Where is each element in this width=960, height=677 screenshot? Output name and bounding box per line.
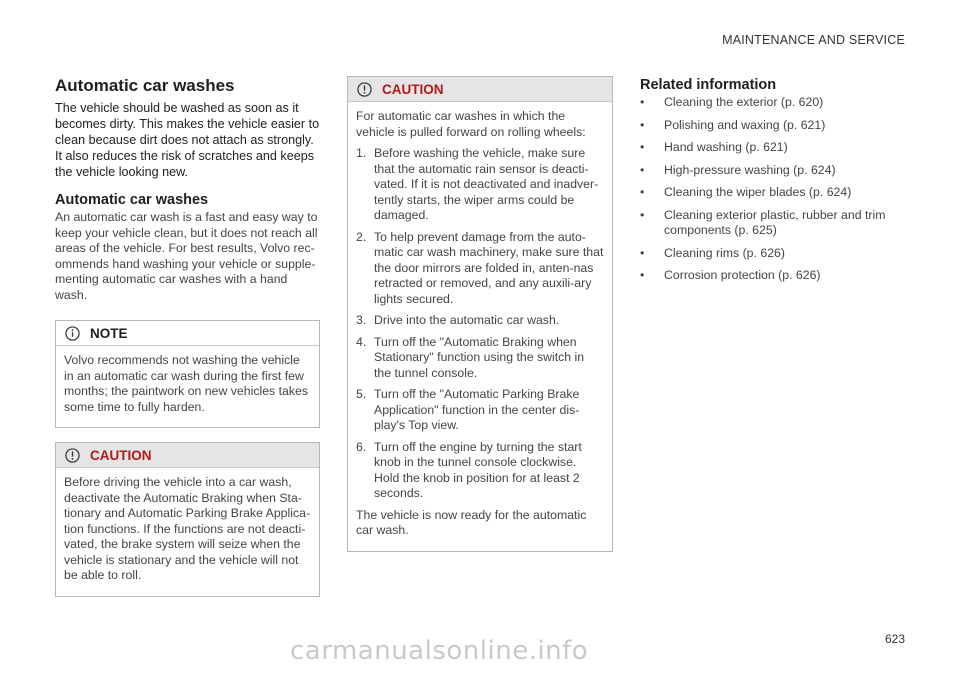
step-number: 4. bbox=[356, 334, 367, 349]
step-item bbox=[356, 146, 604, 224]
step-item bbox=[356, 387, 604, 434]
step-text: Turn off the "Automatic Braking when Stationary" function using the switch in the tunnel console. bbox=[374, 334, 585, 380]
bullet: • bbox=[640, 207, 645, 222]
exclamation-circle-icon bbox=[356, 81, 372, 97]
step-text: To help prevent damage from the auto-matic car wash machinery, make sure that the door mirrors are folded in, anten-nas retracted or removed, and any auxili-ary lights secured. bbox=[374, 229, 604, 306]
related-link-text[interactable]: Cleaning the exterior (p. 620) bbox=[664, 95, 824, 109]
related-link-text[interactable]: Corrosion protection (p. 626) bbox=[664, 268, 821, 282]
note-box bbox=[55, 320, 320, 428]
note-header bbox=[56, 321, 319, 346]
related-link-text[interactable]: Cleaning rims (p. 626) bbox=[664, 245, 785, 260]
steps-list bbox=[356, 146, 604, 502]
bullet: • bbox=[640, 95, 645, 109]
related-link[interactable] bbox=[640, 185, 905, 201]
step-number: 1. bbox=[356, 146, 367, 160]
step-item bbox=[356, 440, 604, 502]
caution-box bbox=[55, 442, 320, 597]
page-number: 623 bbox=[884, 632, 905, 646]
bullet: • bbox=[640, 268, 645, 282]
related-link[interactable] bbox=[640, 140, 905, 156]
step-text: Turn off the engine by turning the start knob in the tunnel console clockwise. Hold the knob in position for at least 2 seconds. bbox=[374, 439, 582, 500]
step-number: 6. bbox=[356, 439, 367, 454]
caution-text: Before driving the vehicle into a car wash, deactivate the Automatic Braking when Sta-tionary and Automatic Parking Brake Applica-tion functions. If the functions are not deacti-vated, the brake system will seize when the vehicle is stationary and the vehicle will not be able to roll. bbox=[64, 475, 311, 582]
related-title: Related information bbox=[640, 77, 777, 93]
step-text: Drive into the automatic car wash. bbox=[374, 313, 560, 327]
caution-title: CAUTION bbox=[382, 81, 444, 97]
exclamation-circle-icon bbox=[64, 447, 80, 463]
caution-intro: For automatic car washes in which the vehicle is pulled forward on rolling wheels: bbox=[356, 109, 586, 139]
step-item bbox=[356, 313, 604, 329]
caution-box-car-wash bbox=[347, 76, 613, 552]
step-number: 5. bbox=[356, 387, 367, 401]
related-link-text[interactable]: Hand washing (p. 621) bbox=[664, 140, 788, 154]
related-link[interactable] bbox=[640, 246, 905, 262]
subsection-title: Automatic car washes bbox=[55, 192, 209, 208]
column-middle bbox=[347, 76, 613, 552]
column-left bbox=[55, 76, 320, 597]
step-number: 2. bbox=[356, 229, 367, 244]
caution-body bbox=[348, 102, 612, 551]
note-text: Volvo recommends not washing the vehicle in an automatic car wash during the first few months; the paintwork on new vehicles takes some time to fully harden. bbox=[64, 353, 309, 414]
watermark: carmanualsonline.info bbox=[290, 636, 589, 666]
bullet: • bbox=[640, 245, 645, 260]
step-text: Turn off the "Automatic Parking Brake Application" function in the center dis-play's Top view. bbox=[374, 387, 580, 432]
step-number: 3. bbox=[356, 313, 367, 327]
related-link-text[interactable]: Polishing and waxing (p. 621) bbox=[664, 117, 826, 132]
info-circle-icon bbox=[64, 325, 80, 341]
bullet: • bbox=[640, 185, 645, 199]
related-link[interactable] bbox=[640, 163, 905, 179]
subsection-body: An automatic car wash is a fast and easy way to keep your vehicle clean, but it does not reach all areas of the vehicle. For best results, Volvo rec-ommends hand washing your vehicle or supple-menting automatic car washes with a hand wash. bbox=[55, 210, 318, 302]
step-text: Before washing the vehicle, make sure that the automatic rain sensor is deacti-vated. If it is not deactivated and inadver-tently starts, the wiper arms could be damaged. bbox=[374, 146, 599, 222]
related-link-text[interactable]: High-pressure washing (p. 624) bbox=[664, 162, 836, 177]
related-link[interactable] bbox=[640, 95, 905, 111]
step-item bbox=[356, 230, 604, 308]
bullet: • bbox=[640, 117, 645, 132]
caution-title: CAUTION bbox=[90, 447, 152, 463]
bullet: • bbox=[640, 162, 645, 177]
step-item bbox=[356, 335, 604, 382]
note-title: NOTE bbox=[90, 325, 128, 341]
related-link[interactable] bbox=[640, 208, 905, 239]
column-right bbox=[640, 76, 905, 291]
caution-outro: The vehicle is now ready for the automatic car wash. bbox=[356, 507, 587, 537]
caution-header bbox=[348, 77, 612, 102]
section-intro: The vehicle should be washed as soon as it becomes dirty. This makes the vehicle easier to clean because dirt does not attach as strongly. It also reduces the risk of scratches and keeps the vehicle looking new. bbox=[55, 101, 320, 179]
related-link[interactable] bbox=[640, 118, 905, 134]
section-title: Automatic car washes bbox=[55, 76, 235, 95]
caution-header bbox=[56, 443, 319, 468]
running-header: MAINTENANCE AND SERVICE bbox=[722, 33, 905, 47]
related-link-text[interactable]: Cleaning exterior plastic, rubber and trim components (p. 625) bbox=[664, 207, 886, 237]
related-list bbox=[640, 95, 905, 284]
related-link[interactable] bbox=[640, 268, 905, 284]
bullet: • bbox=[640, 140, 645, 154]
related-link-text[interactable]: Cleaning the wiper blades (p. 624) bbox=[664, 185, 852, 199]
